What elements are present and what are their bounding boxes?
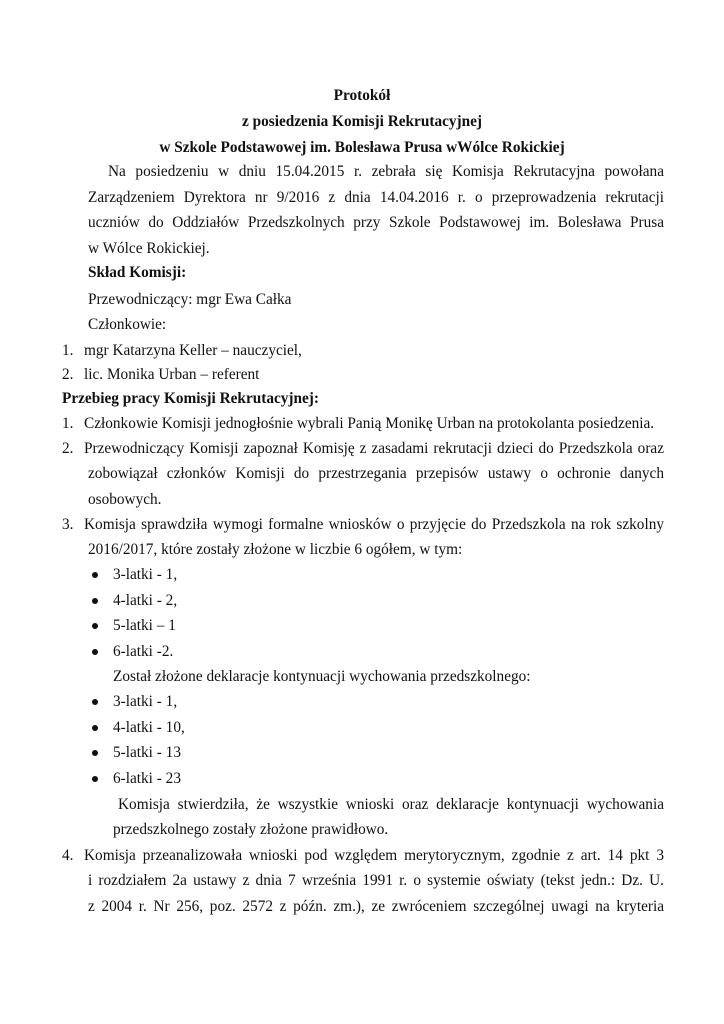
intro-line-1: Na posiedzeniu w dniu 15.04.2015 r. zebrała się Komisja Rekrutacyjna powołana [108,163,664,180]
bullet-icon [92,572,98,578]
declarations-intro: Został złożone deklaracje kontynuacji wychowania przedszkolnego: [113,668,531,685]
composition-chair: Przewodniczący: mgr Ewa Całka [88,291,292,308]
member-text: lic. Monika Urban – referent [84,366,260,383]
item-4-line: i rozdziałem 2a ustawy z dnia 7 września 1991 r. o systemie oświaty (tekst jedn.: Dz. U. [88,872,664,889]
item-1-text: Członkowie Komisji jednogłośnie wybrali Panią Monikę Urban na protokolanta posiedzenia. [84,415,655,432]
bullet-icon [92,725,98,731]
list-item: 3-latki - 1, [113,693,178,710]
member-text: mgr Katarzyna Keller – nauczyciel, [84,342,302,359]
intro-line-3: uczniów do Oddziałów Przedszkolnych przy Szkole Podstawowej im. Bolesława Prusa [88,214,664,231]
item-4-line: Komisja przeanalizowała wnioski pod względem merytorycznym, zgodnie z art. 14 pkt 3 [84,847,664,864]
item-3-line: Komisja sprawdziła wymogi formalne wniosków o przyjęcie do Przedszkola na rok szkolny [84,516,664,533]
item-number: 4. [62,847,74,864]
item-3-line: 2016/2017, które zostały złożone w liczbie 6 ogółem, w tym: [88,541,463,558]
bullet-icon [92,623,98,629]
item-4-line: z 2004 r. Nr 256, poz. 2572 z późn. zm.), ze zwróceniem szczególnej uwagi na kryteria [88,898,664,915]
item-number: 3. [62,516,74,533]
list-item: 3-latki - 1, [113,566,178,583]
composition-members-label: Członkowie: [88,316,167,333]
bullet-icon [92,776,98,782]
item-2-line: zobowiązał członków Komisji do przestrzegania przepisów ustawy o ochronie danych [88,465,664,482]
list-item: 4-latki - 2, [113,592,178,609]
item-number: 1. [62,415,74,432]
list-item: 4-latki - 10, [113,719,185,736]
proceedings-heading: Przebieg pracy Komisji Rekrutacyjnej: [62,390,319,407]
title-line-1: Protokół [333,87,391,104]
member-number: 2. [62,366,74,383]
bullet-icon [92,598,98,604]
intro-line-4: w Wólce Rokickiej. [88,240,210,257]
bullet-icon [92,699,98,705]
bullet-icon [92,649,98,655]
composition-heading: Skład Komisji: [88,264,187,281]
intro-line-2: Zarządzeniem Dyrektora nr 9/2016 z dnia 14.04.2016 r. o przeprowadzenia rekrutacji [88,189,664,206]
list-item: 6-latki - 23 [113,770,181,787]
title-line-2: z posiedzenia Komisji Rekrutacyjnej [241,113,483,130]
bullet-icon [92,750,98,756]
list-item: 5-latki – 1 [113,617,176,634]
member-number: 1. [62,342,74,359]
list-item: 5-latki - 13 [113,744,181,761]
list-item: 6-latki -2. [113,643,174,660]
item-3-conclusion: Komisja stwierdziła, że wszystkie wnioski oraz deklaracje kontynuacji wychowania [118,796,664,813]
item-number: 2. [62,440,74,457]
item-3-conclusion: przedszkolnego zostały złożone prawidłowo. [113,821,389,838]
title-line-3: w Szkole Podstawowej im. Bolesława Prusa wWólce Rokickiej [159,139,565,156]
item-2-line: osobowych. [88,491,162,508]
item-2-line: Przewodniczący Komisji zapoznał Komisję z zasadami rekrutacji dzieci do Przedszkola oraz [84,440,664,457]
